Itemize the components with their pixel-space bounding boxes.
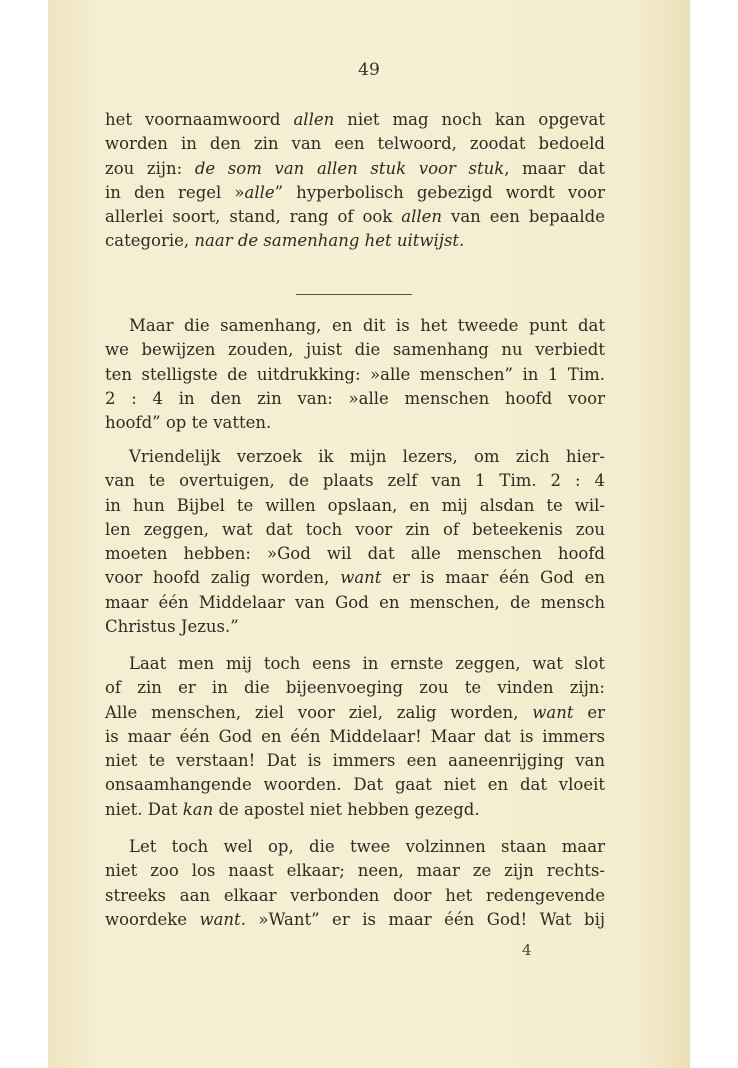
- text-run: ten stelligste de uitdrukking: »alle menschen” in 1 Tim.: [105, 364, 605, 384]
- text-line: [105, 701, 605, 725]
- text-run: Maar die samenhang, en dit is het tweede punt dat: [129, 316, 605, 335]
- text-run: 2 : 4 in den zin van: »alle menschen hoofd voor: [105, 388, 605, 408]
- text-run: Christus Jezus.”: [105, 617, 239, 637]
- text-line: [105, 676, 605, 700]
- text-run: Let toch wel op, die twee volzinnen staan maar: [129, 837, 605, 856]
- text-run: het voornaamwoord: [105, 110, 294, 129]
- text-run: moeten hebben: »God wil dat alle menschen hoofd: [105, 544, 605, 564]
- text-run: Vriendelijk verzoek ik mijn lezers, om zich hier-: [129, 447, 605, 466]
- text-run: zou zijn:: [105, 158, 195, 178]
- page-number: 49: [358, 60, 380, 80]
- text-line: [105, 884, 605, 908]
- text-line: [105, 725, 605, 749]
- text-run: woordeke: [105, 909, 200, 929]
- book-page: [48, 0, 690, 1068]
- text-run: Alle menschen, ziel voor ziel, zalig worden,: [105, 702, 533, 722]
- text-run: in den regel »: [105, 182, 245, 202]
- italic-text-run: allen: [293, 110, 335, 129]
- italic-text-run: alle: [244, 182, 275, 202]
- text-run: niet te verstaan! Dat is immers een aaneenrijging van: [105, 751, 605, 771]
- text-run: len zeggen, wat dat toch voor zin of beteekenis zou: [105, 519, 605, 539]
- text-line: [105, 908, 605, 932]
- paragraph-4: [105, 652, 605, 822]
- text-run: voor hoofd zalig worden,: [105, 568, 341, 588]
- text-line: [105, 566, 605, 590]
- section-divider: [296, 294, 412, 295]
- text-line: [105, 773, 605, 797]
- text-run: allerlei soort, stand, rang of ook: [105, 207, 402, 227]
- text-line: [105, 542, 605, 566]
- text-line: [105, 411, 605, 435]
- text-line: [105, 132, 605, 156]
- text-line: [105, 338, 605, 362]
- text-run: onsaamhangende woorden. Dat gaat niet en dat vloeit: [105, 775, 605, 795]
- paragraph-3: [105, 445, 605, 639]
- text-run: ” hyperbolisch gebezigd wordt voor: [274, 182, 605, 202]
- italic-text-run: want: [340, 568, 382, 588]
- paragraph-1: [105, 108, 605, 254]
- text-run: niet zoo los naast elkaar; neen, maar ze zijn rechts-: [105, 861, 605, 881]
- text-line: [105, 859, 605, 883]
- text-line: [105, 157, 605, 181]
- text-line: [105, 494, 605, 518]
- text-run: is maar één God en één Middelaar! Maar dat is immers: [105, 726, 605, 746]
- signature-mark: 4: [522, 941, 532, 959]
- text-line: [105, 445, 605, 469]
- text-line: [105, 314, 605, 338]
- text-run: , maar dat: [504, 158, 605, 178]
- paragraph-5: [105, 835, 605, 932]
- text-line: [105, 387, 605, 411]
- text-run: de apostel niet hebben gezegd.: [213, 799, 480, 819]
- text-line: [105, 108, 605, 132]
- paragraph-2: [105, 314, 605, 435]
- italic-text-run: want: [532, 702, 574, 722]
- text-line: [105, 363, 605, 387]
- text-run: hoofd” op te vatten.: [105, 413, 272, 433]
- text-run: maar één Middelaar van God en menschen, de mensch: [105, 592, 605, 612]
- text-line: [105, 469, 605, 493]
- text-run: van een bepaalde: [442, 207, 605, 227]
- text-run: of zin er in die bijeenvoeging zou te vinden zijn:: [105, 678, 605, 698]
- text-run: in hun Bijbel te willen opslaan, en mij alsdan te wil-: [105, 495, 605, 515]
- text-line: [105, 615, 605, 639]
- italic-text-run: allen: [401, 207, 443, 227]
- text-run: we bewijzen zouden, juist die samenhang nu verbiedt: [105, 340, 605, 360]
- text-run: niet mag noch kan opgevat: [334, 110, 605, 129]
- text-run: van te overtuigen, de plaats zelf van 1 Tim. 2 : 4: [105, 471, 605, 491]
- italic-text-run: kan: [182, 799, 214, 819]
- text-line: [105, 835, 605, 859]
- text-line: [105, 181, 605, 205]
- text-run: categorie,: [105, 231, 195, 251]
- text-run: er is maar één God en: [381, 568, 605, 588]
- text-line: [105, 591, 605, 615]
- text-run: streeks aan elkaar verbonden door het redengevende: [105, 885, 605, 905]
- italic-text-run: naar de samenhang het uitwijst.: [194, 231, 465, 251]
- text-run: . »Want” er is maar één God! Wat bij: [240, 909, 606, 929]
- italic-text-run: want: [199, 909, 241, 929]
- text-line: [105, 798, 605, 822]
- text-line: [105, 205, 605, 229]
- text-line: [105, 749, 605, 773]
- text-run: Laat men mij toch eens in ernste zeggen, wat slot: [129, 654, 605, 673]
- text-run: worden in den zin van een telwoord, zoodat bedoeld: [105, 134, 605, 154]
- text-line: [105, 229, 605, 253]
- italic-text-run: de som van allen stuk voor stuk: [194, 158, 505, 178]
- text-run: niet. Dat: [105, 799, 183, 819]
- text-line: [105, 518, 605, 542]
- text-line: [105, 652, 605, 676]
- text-run: er: [573, 702, 605, 722]
